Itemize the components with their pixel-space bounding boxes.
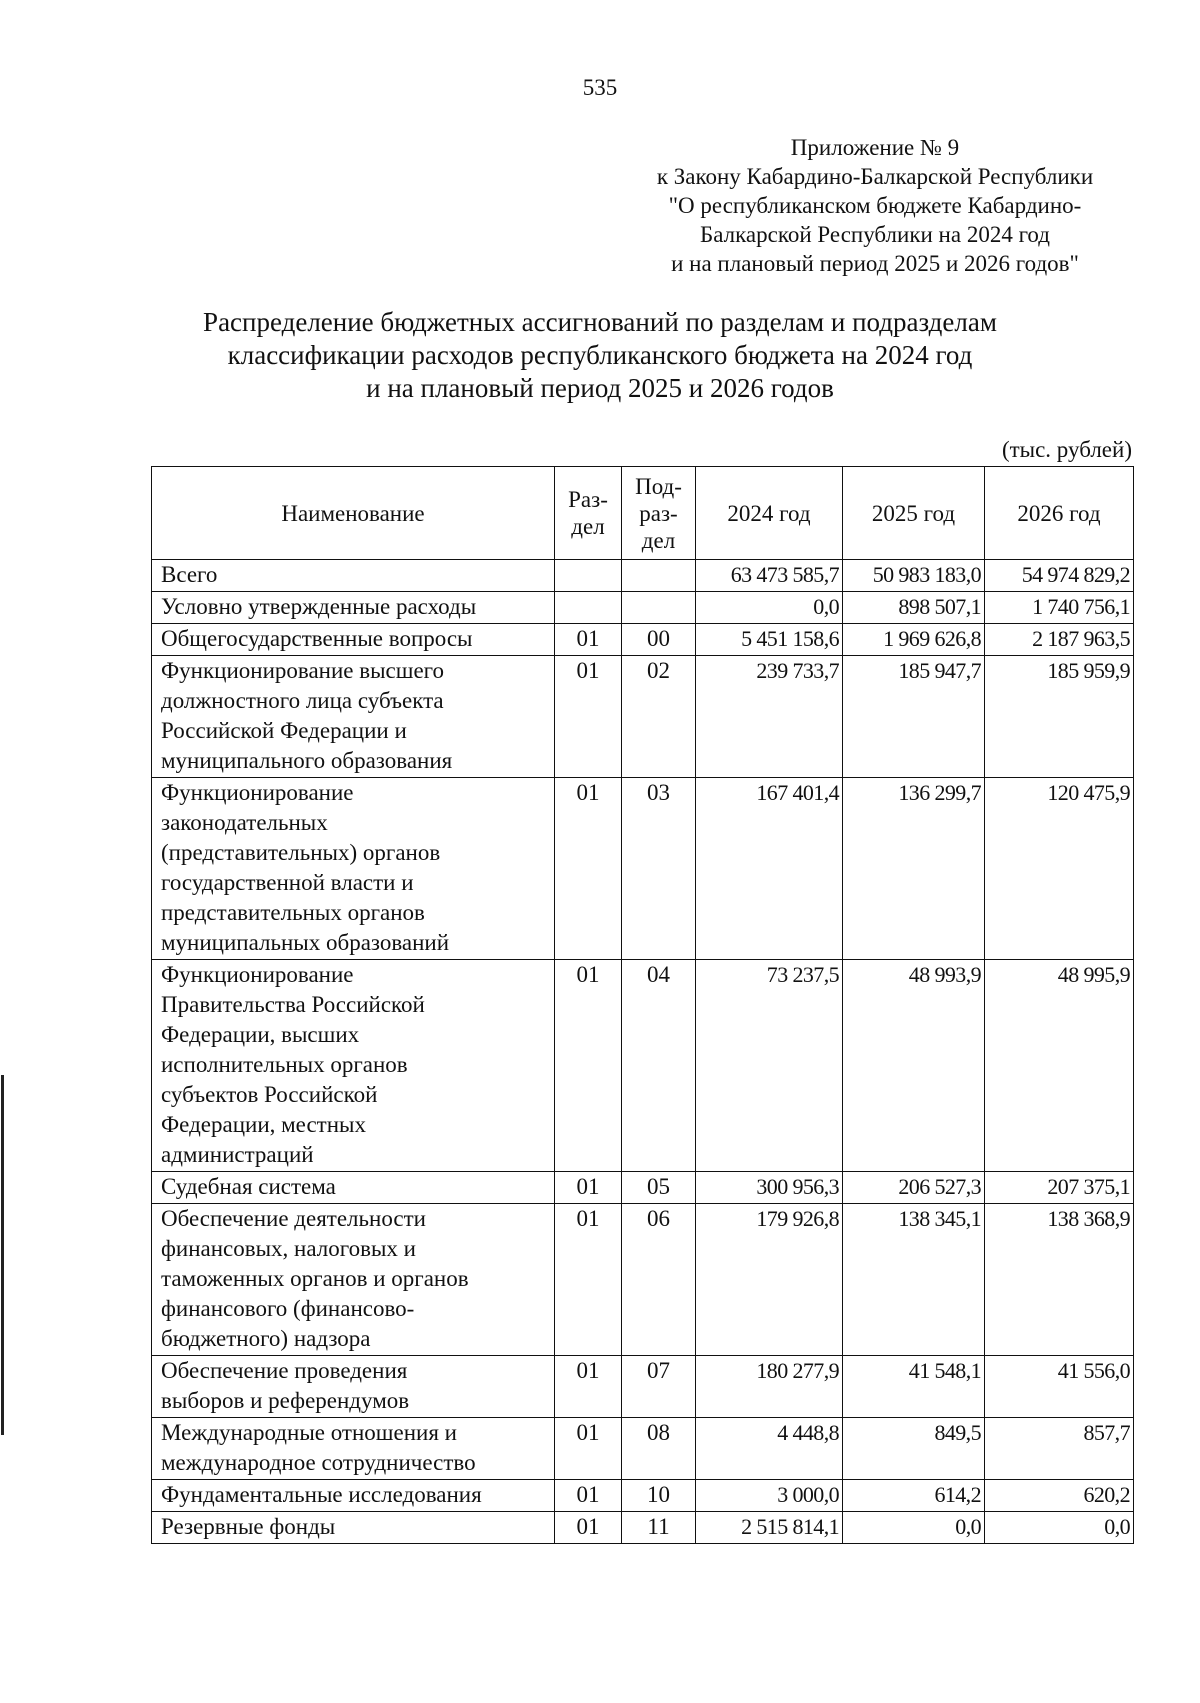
table-row bbox=[152, 1172, 1134, 1204]
cell-name: Условно утвержденные расходы bbox=[152, 592, 555, 624]
cell-2024: 3 000,0 bbox=[696, 1480, 843, 1512]
table-row bbox=[152, 592, 1134, 624]
cell-2025: 614,2 bbox=[843, 1480, 985, 1512]
header-subsection: Под- раз- дел bbox=[622, 467, 696, 560]
appendix-line: к Закону Кабардино-Балкарской Республики bbox=[656, 164, 1094, 189]
cell-2024: 2 515 814,1 bbox=[696, 1512, 843, 1544]
cell-section: 01 bbox=[555, 960, 622, 1172]
table-row bbox=[152, 624, 1134, 656]
header-2025: 2025 год bbox=[843, 467, 985, 560]
cell-2024: 5 451 158,6 bbox=[696, 624, 843, 656]
cell-2025: 48 993,9 bbox=[843, 960, 985, 1172]
table-row bbox=[152, 778, 1134, 960]
cell-subsection: 05 bbox=[622, 1172, 696, 1204]
title-line: Распределение бюджетных ассигнований по разделам и подразделам bbox=[203, 307, 997, 337]
cell-section: 01 bbox=[555, 624, 622, 656]
cell-2024: 63 473 585,7 bbox=[696, 560, 843, 592]
cell-2025: 0,0 bbox=[843, 1512, 985, 1544]
document-title bbox=[150, 306, 1050, 405]
cell-2024: 167 401,4 bbox=[696, 778, 843, 960]
title-line: классификации расходов республиканского бюджета на 2024 год bbox=[227, 340, 973, 370]
cell-name: Фундаментальные исследования bbox=[152, 1480, 555, 1512]
cell-2024: 300 956,3 bbox=[696, 1172, 843, 1204]
header-2026: 2026 год bbox=[985, 467, 1134, 560]
cell-subsection: 00 bbox=[622, 624, 696, 656]
cell-name: Общегосударственные вопросы bbox=[152, 624, 555, 656]
cell-2024: 239 733,7 bbox=[696, 656, 843, 778]
cell-2026: 48 995,9 bbox=[985, 960, 1134, 1172]
cell-2024: 73 237,5 bbox=[696, 960, 843, 1172]
scan-edge-mark bbox=[1, 1075, 4, 1435]
cell-2025: 185 947,7 bbox=[843, 656, 985, 778]
cell-2026: 620,2 bbox=[985, 1480, 1134, 1512]
header-2024: 2024 год bbox=[696, 467, 843, 560]
table-row bbox=[152, 960, 1134, 1172]
cell-2026: 2 187 963,5 bbox=[985, 624, 1134, 656]
cell-section bbox=[555, 560, 622, 592]
cell-2024: 0,0 bbox=[696, 592, 843, 624]
cell-name: Функционирование законодательных (представительных) органов государственной власти и представительных органов муниципальных образований bbox=[152, 778, 555, 960]
cell-section bbox=[555, 592, 622, 624]
table-body bbox=[152, 560, 1134, 1544]
table-row bbox=[152, 656, 1134, 778]
table-row bbox=[152, 1418, 1134, 1480]
cell-name: Обеспечение деятельности финансовых, налоговых и таможенных органов и органов финансового (финансово- бюджетного) надзора bbox=[152, 1204, 555, 1356]
page-number: 535 bbox=[582, 75, 618, 100]
cell-name: Международные отношения и международное сотрудничество bbox=[152, 1418, 555, 1480]
budget-table bbox=[151, 466, 1134, 1544]
cell-2026: 207 375,1 bbox=[985, 1172, 1134, 1204]
cell-2026: 138 368,9 bbox=[985, 1204, 1134, 1356]
cell-section: 01 bbox=[555, 1204, 622, 1356]
cell-2024: 180 277,9 bbox=[696, 1356, 843, 1418]
cell-2025: 898 507,1 bbox=[843, 592, 985, 624]
units-label: (тыс. рублей) bbox=[1001, 437, 1132, 462]
appendix-line: Приложение № 9 bbox=[790, 135, 960, 160]
cell-subsection: 08 bbox=[622, 1418, 696, 1480]
cell-subsection: 03 bbox=[622, 778, 696, 960]
cell-2025: 206 527,3 bbox=[843, 1172, 985, 1204]
cell-subsection: 07 bbox=[622, 1356, 696, 1418]
cell-section: 01 bbox=[555, 1356, 622, 1418]
cell-subsection bbox=[622, 560, 696, 592]
appendix-line: "О республиканском бюджете Кабардино- bbox=[668, 193, 1082, 218]
cell-name: Резервные фонды bbox=[152, 1512, 555, 1544]
cell-2026: 54 974 829,2 bbox=[985, 560, 1134, 592]
appendix-line: и на плановый период 2025 и 2026 годов" bbox=[671, 251, 1079, 276]
cell-section: 01 bbox=[555, 1480, 622, 1512]
cell-subsection: 10 bbox=[622, 1480, 696, 1512]
cell-subsection: 11 bbox=[622, 1512, 696, 1544]
cell-2026: 0,0 bbox=[985, 1512, 1134, 1544]
cell-2024: 4 448,8 bbox=[696, 1418, 843, 1480]
table-row bbox=[152, 1356, 1134, 1418]
cell-2026: 41 556,0 bbox=[985, 1356, 1134, 1418]
title-line: и на плановый период 2025 и 2026 годов bbox=[366, 373, 834, 403]
cell-2025: 1 969 626,8 bbox=[843, 624, 985, 656]
cell-2026: 1 740 756,1 bbox=[985, 592, 1134, 624]
cell-subsection bbox=[622, 592, 696, 624]
cell-section: 01 bbox=[555, 778, 622, 960]
table-row bbox=[152, 1512, 1134, 1544]
cell-2025: 136 299,7 bbox=[843, 778, 985, 960]
table-header-row bbox=[152, 467, 1134, 560]
cell-subsection: 02 bbox=[622, 656, 696, 778]
cell-name: Функционирование Правительства Российской Федерации, высших исполнительных органов субъектов Российской Федерации, местных администраций bbox=[152, 960, 555, 1172]
header-name: Наименование bbox=[152, 467, 555, 560]
cell-2026: 120 475,9 bbox=[985, 778, 1134, 960]
cell-2026: 857,7 bbox=[985, 1418, 1134, 1480]
cell-2026: 185 959,9 bbox=[985, 656, 1134, 778]
cell-2025: 849,5 bbox=[843, 1418, 985, 1480]
cell-2024: 179 926,8 bbox=[696, 1204, 843, 1356]
cell-section: 01 bbox=[555, 656, 622, 778]
table-row bbox=[152, 1204, 1134, 1356]
appendix-line: Балкарской Республики на 2024 год bbox=[700, 222, 1050, 247]
cell-subsection: 04 bbox=[622, 960, 696, 1172]
cell-2025: 138 345,1 bbox=[843, 1204, 985, 1356]
cell-name: Судебная система bbox=[152, 1172, 555, 1204]
table-row bbox=[152, 1480, 1134, 1512]
cell-section: 01 bbox=[555, 1512, 622, 1544]
cell-section: 01 bbox=[555, 1418, 622, 1480]
cell-name: Функционирование высшего должностного лица субъекта Российской Федерации и муниципального образования bbox=[152, 656, 555, 778]
cell-name: Обеспечение проведения выборов и референдумов bbox=[152, 1356, 555, 1418]
table-row bbox=[152, 560, 1134, 592]
header-section: Раз- дел bbox=[555, 467, 622, 560]
appendix-header bbox=[620, 133, 1130, 278]
cell-2025: 50 983 183,0 bbox=[843, 560, 985, 592]
cell-section: 01 bbox=[555, 1172, 622, 1204]
cell-name: Всего bbox=[152, 560, 555, 592]
cell-subsection: 06 bbox=[622, 1204, 696, 1356]
cell-2025: 41 548,1 bbox=[843, 1356, 985, 1418]
